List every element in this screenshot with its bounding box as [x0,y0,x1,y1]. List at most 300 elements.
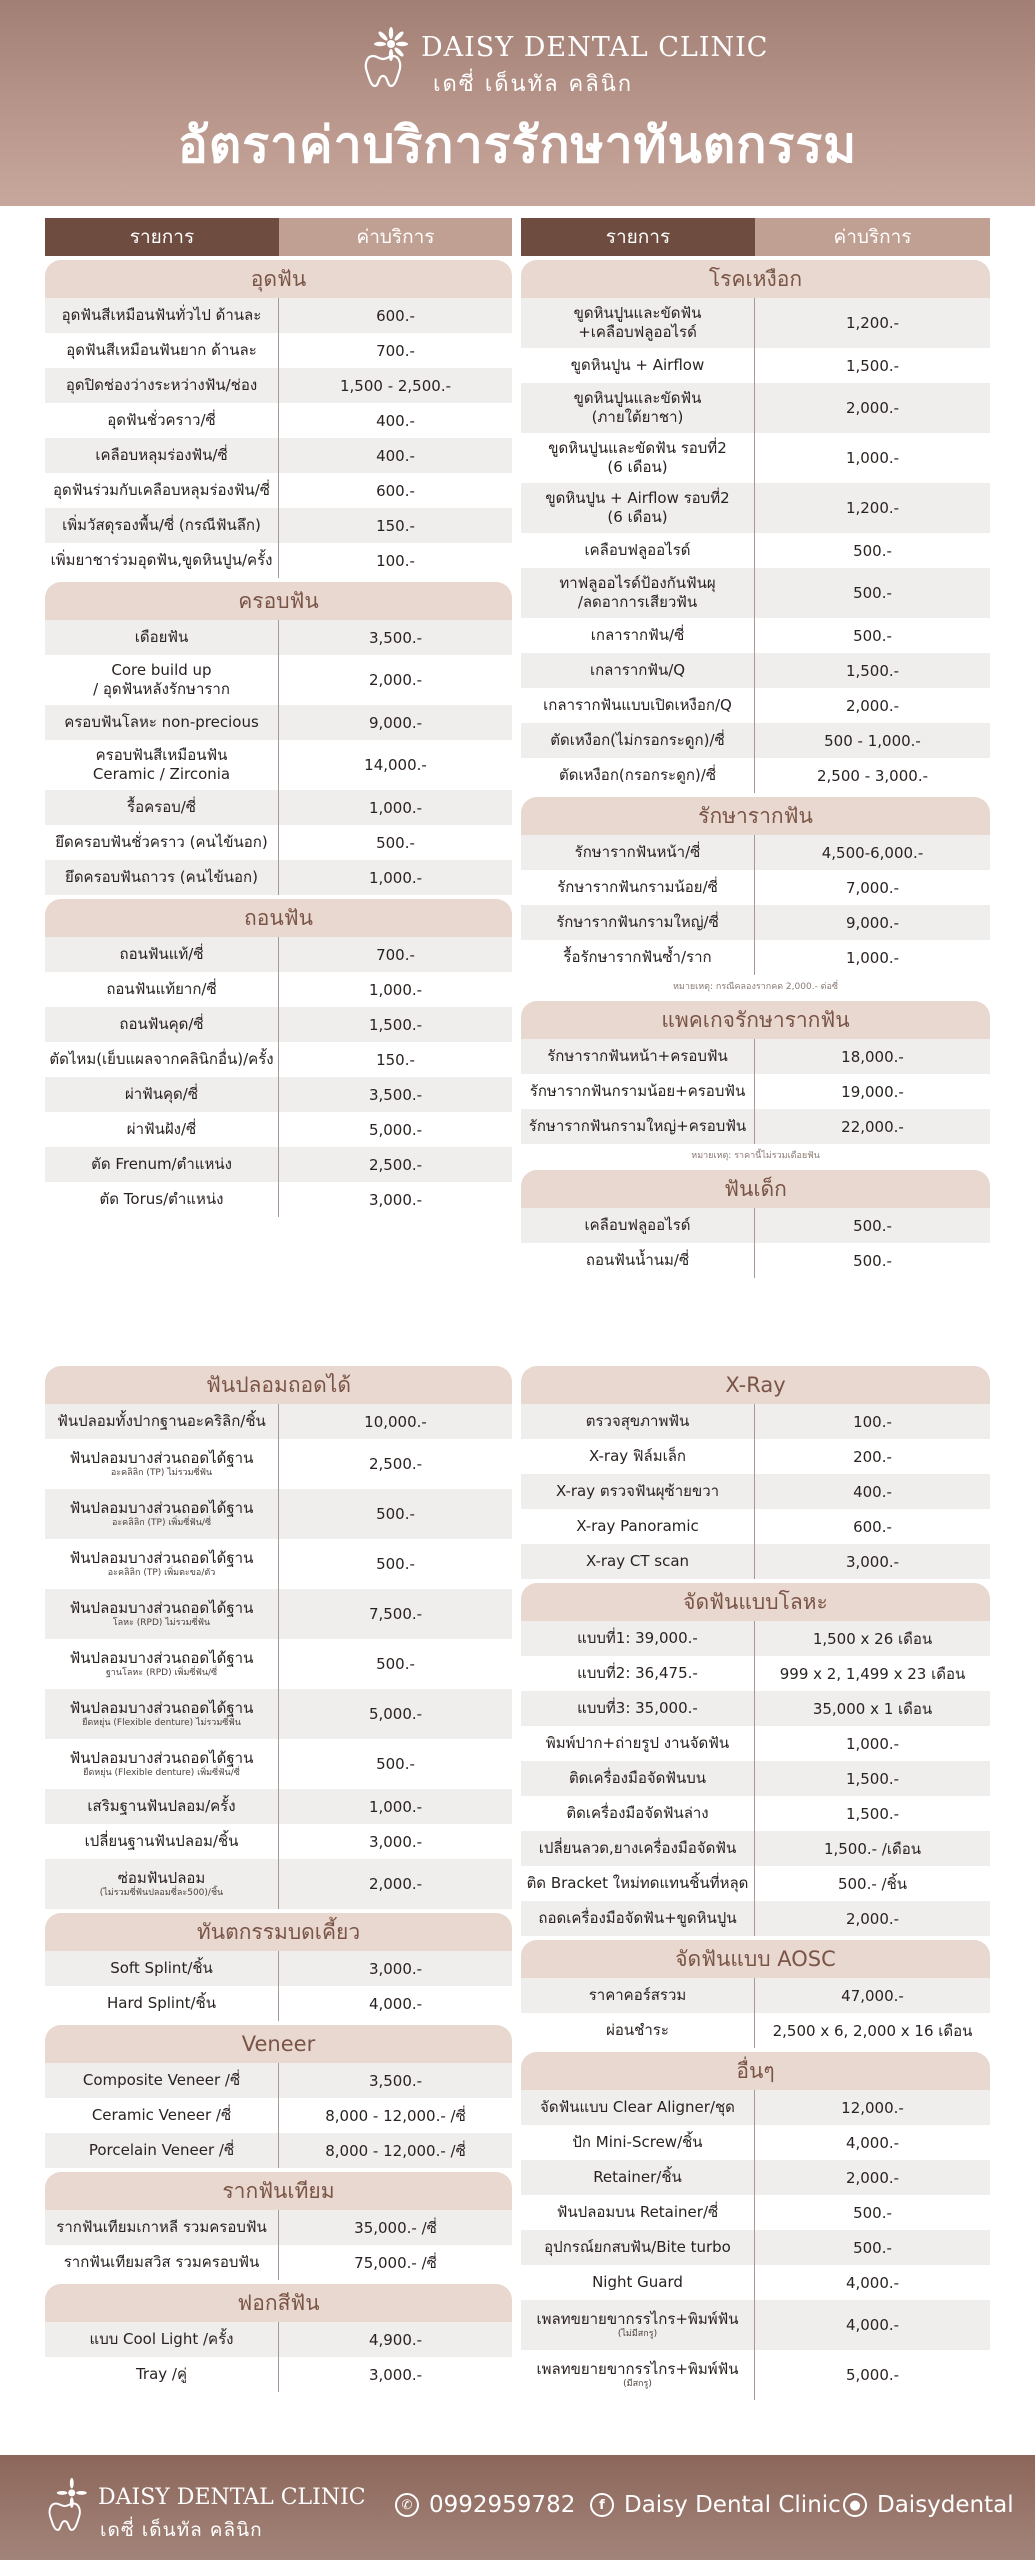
row-price: 1,500.- [845,1804,900,1823]
row-price: 500.- /ชิ้น [837,1874,908,1893]
row-item-cell [521,653,755,688]
row-item-line2: /ลดอาการเสียวฟัน [577,593,698,611]
price-section [45,2284,512,2392]
row-item-cell [45,543,279,578]
price-section [45,2025,512,2168]
row-price: 3,000.- [845,1552,900,1571]
price-section [521,1940,990,2048]
row-price: 600.- [376,481,415,500]
price-row [45,2133,512,2168]
row-item: ตัดเหงือก(กรอกระดูก)/ซี่ [558,766,717,785]
row-price: 1,000.- [845,449,900,467]
section-title: รากฟันเทียม [45,2172,512,2210]
row-item: Porcelain Veneer /ซี่ [88,2141,235,2160]
footer-brand-name-en: DAISY DENTAL CLINIC [98,2485,366,2510]
row-item-subtext: อะคลิลิก (TP) ไม่รวมซี่ฟัน [110,1467,213,1478]
row-item-cell [45,2245,279,2280]
row-item-cell [521,1039,755,1074]
price-row [45,655,512,705]
price-row [521,835,990,870]
price-row [521,1208,990,1243]
row-item: แบบที่1: 39,000.- [577,1629,698,1648]
row-price: 500.- [853,1216,892,1235]
row-item-cell [45,473,279,508]
row-item-cell [45,1539,279,1589]
price-row [45,1689,512,1739]
row-item: ติดเครื่องมือจัดฟันบน [568,1769,707,1788]
price-row [521,1474,990,1509]
row-item: Core build up [111,661,212,680]
price-row [521,348,990,383]
row-price: 3,000.- [368,1832,423,1851]
row-item-cell [521,835,755,870]
row-item: ฟันปลอมทั้งปากฐานอะคริลิก/ชิ้น [57,1412,266,1431]
contact-phone[interactable] [395,2492,575,2518]
row-price: 14,000.- [364,756,427,774]
price-row [45,1986,512,2021]
row-price: 500.- [376,1655,415,1673]
row-item-cell [521,1691,755,1726]
price-row [45,1739,512,1789]
row-item: เพลทขยายขากรรไกร+พิมพ์ฟัน [536,2360,739,2378]
row-price: 3,500.- [368,2071,423,2090]
brand-logo [355,26,769,97]
row-item-cell [521,618,755,653]
row-item-cell [521,2013,755,2048]
row-item-cell [45,1182,279,1217]
row-item-cell [521,2300,755,2350]
row-item: รักษารากฟันกรามใหญ่+ครอบฟัน [528,1117,747,1136]
row-item-cell [45,1112,279,1147]
row-price: 4,000.- [368,1994,423,2013]
section-title: รักษารากฟัน [521,797,990,835]
row-item: Composite Veneer /ซี่ [82,2071,241,2090]
row-item-cell [45,1859,279,1909]
price-row [45,543,512,578]
row-item-cell [521,1866,755,1901]
row-price: 1,500 x 26 เดือน [812,1629,933,1648]
row-item-cell [45,333,279,368]
row-price: 47,000.- [841,1986,904,2005]
row-item-cell [45,438,279,473]
row-item: เคลือบฟลูออไรด์ [584,1216,691,1235]
row-item: เปลี่ยนฐานฟันปลอม/ชิ้น [84,1832,239,1851]
row-price: 400.- [376,411,415,430]
row-price: 18,000.- [841,1047,904,1066]
row-price: 2,000.- [845,1909,900,1928]
row-item: ซ่อมฟันปลอม [117,1869,206,1887]
row-price: 700.- [376,945,415,964]
price-row [45,508,512,543]
price-row [521,2195,990,2230]
price-row [521,1978,990,2013]
price-row [521,2350,990,2400]
row-item: ถอนฟันคุด/ซี่ [119,1015,204,1034]
row-price: 2,000.- [368,1875,423,1893]
table-header-item: รายการ [521,218,755,256]
price-row [521,723,990,758]
row-item-cell [45,1639,279,1689]
row-item-subtext: โลหะ (RPD) ไม่รวมซี่ฟัน [112,1617,211,1628]
row-item-subtext: ฐานโลหะ (RPD) เพิ่มซี่ฟัน/ซี่ [105,1667,218,1678]
row-item: รักษารากฟันหน้า+ครอบฟัน [547,1047,728,1066]
row-price: 1,500.- [845,1769,900,1788]
price-row [521,1726,990,1761]
price-row [521,1039,990,1074]
row-item-cell [521,940,755,975]
row-item: ฟันปลอมบางส่วนถอดได้ฐาน [69,1599,254,1617]
price-row [521,1404,990,1439]
price-row [45,937,512,972]
contact-line[interactable] [843,2492,1014,2518]
row-item-cell [521,533,755,568]
row-item-cell [521,568,755,618]
price-row [521,1243,990,1278]
price-row [45,1404,512,1439]
row-price: 400.- [376,446,415,465]
contact-facebook[interactable] [590,2492,841,2518]
row-price: 1,500.- [845,356,900,375]
row-item: ราคาคอร์สรวม [588,1986,687,2005]
footer-bar [0,2455,1035,2560]
row-item: รักษารากฟันกรามน้อย/ซี่ [557,878,718,897]
row-item-cell [521,1208,755,1243]
table-header-price: ค่าบริการ [755,218,990,256]
row-item: X-ray Panoramic [576,1517,699,1536]
row-item: อุดฟันสีเหมือนฟันทั่วไป ด้านละ [61,306,262,325]
row-item: ครอบฟันสีเหมือนฟัน [95,746,228,765]
row-item: Night Guard [592,2273,683,2292]
row-price: 4,000.- [845,2133,900,2152]
price-row [521,298,990,348]
price-row [521,1691,990,1726]
row-item: ตัดไหม(เย็บแผลจากคลินิกอื่น)/ครั้ง [49,1050,274,1069]
row-item: เกลารากฟันแบบเปิดเหงือก/Q [543,696,732,715]
row-item-cell [521,1439,755,1474]
row-item-cell [521,1074,755,1109]
row-item: ฟันปลอมบางส่วนถอดได้ฐาน [69,1549,254,1567]
price-row [45,2245,512,2280]
row-item-line2: (ภายใต้ยาชา) [591,408,684,426]
row-item-cell [521,1726,755,1761]
row-item: เพิ่มวัสดุรองพื้น/ซี่ (กรณีฟันลึก) [62,516,261,535]
row-item: ขูดหินปูน + Airflow รอบที่2 [545,489,730,508]
row-item: ขูดหินปูนและขัดฟัน [573,304,702,323]
price-row [521,1866,990,1901]
row-price: 400.- [853,1482,892,1501]
row-item-cell [521,1109,755,1144]
row-item-cell [521,1761,755,1796]
row-item: Tray /คู่ [135,2365,188,2384]
row-item: เปลี่ยนลวด,ยางเครื่องมือจัดฟัน [538,1839,737,1858]
table-header [521,218,990,256]
row-item-cell [45,705,279,740]
row-price: 7,500.- [368,1605,423,1623]
row-item-cell [521,2160,755,2195]
section-title: ฟอกสีฟัน [45,2284,512,2322]
phone-number: 0992959782 [429,2492,576,2518]
row-item: Hard Splint/ชิ้น [107,1994,216,2013]
row-item: X-ray ฟิล์มเล็ก [588,1447,687,1466]
row-item-cell [521,723,755,758]
price-row [45,403,512,438]
price-row [45,1077,512,1112]
section-title: จัดฟันแบบโลหะ [521,1583,990,1621]
row-item-cell [521,905,755,940]
row-price: 100.- [853,1412,892,1431]
row-price: 500.- [376,1755,415,1773]
price-section [45,899,512,1217]
row-item-cell [45,740,279,790]
section-title: จัดฟันแบบ AOSC [521,1940,990,1978]
row-item-line2: Ceramic / Zirconia [92,765,231,783]
row-price: 3,000.- [368,2365,423,2384]
row-item: ถอนฟันแท้/ซี่ [119,945,204,964]
section-title: ถอนฟัน [45,899,512,937]
row-item: ผ่าฟันคุด/ซี่ [124,1085,199,1104]
price-section [45,1366,512,1909]
price-row [45,1489,512,1539]
section-note: หมายเหตุ: กรณีคลองรากคด 2,000.- ต่อซี่ [672,982,839,992]
row-price: 600.- [853,1517,892,1536]
price-section [521,1366,990,1579]
price-row [521,383,990,433]
price-row [521,618,990,653]
row-price: 1,000.- [368,1797,423,1816]
row-item-cell [45,2210,279,2245]
price-row [521,1439,990,1474]
section-title: X-Ray [521,1366,990,1404]
row-item-cell [521,298,755,348]
row-item-cell [521,1796,755,1831]
tooth-flower-logo-icon [355,26,423,94]
row-item: ทาฟลูออไรด์ป้องกันฟันผุ [559,574,716,593]
row-item: แบบ Cool Light /ครั้ง [89,2330,234,2349]
price-section [521,260,990,793]
row-price: 3,500.- [368,1085,423,1104]
row-price: 1,500.- [845,661,900,680]
row-price: 1,000.- [845,1734,900,1753]
row-item-cell [521,1243,755,1278]
row-item-cell [521,1544,755,1579]
row-item-line2: (6 เดือน) [607,508,668,526]
row-price: 200.- [853,1447,892,1466]
price-row [521,2090,990,2125]
row-price: 999 x 2, 1,499 x 23 เดือน [779,1664,966,1683]
price-section [45,2172,512,2280]
header-banner [0,0,1035,206]
row-item: เพลทขยายขากรรไกร+พิมพ์ฟัน [536,2310,739,2328]
price-row [45,1112,512,1147]
row-item-cell [45,937,279,972]
row-price: 1,000.- [368,868,423,887]
row-item-cell [45,368,279,403]
row-price: 4,000.- [845,2273,900,2292]
section-title: ฟันปลอมถอดได้ [45,1366,512,1404]
row-item-cell [45,508,279,543]
row-price: 4,000.- [845,2316,900,2334]
brand-name-en: DAISY DENTAL CLINIC [421,32,769,63]
row-item-cell [521,688,755,723]
price-row [45,740,512,790]
row-price: 2,500.- [368,1455,423,1473]
row-item-cell [521,1901,755,1936]
row-item: เสริมฐานฟันปลอม/ครั้ง [87,1797,236,1816]
facebook-icon: f [590,2493,614,2517]
row-item: ปัก Mini-Screw/ชิ้น [572,2133,703,2152]
row-price: 600.- [376,306,415,325]
price-row [45,860,512,895]
row-price: 500.- [853,626,892,645]
row-price: 1,000.- [368,980,423,999]
row-price: 3,500.- [368,628,423,647]
row-item: รักษารากฟันกรามใหญ่/ซี่ [556,913,719,932]
row-item: รักษารากฟันหน้า/ซี่ [574,843,701,862]
row-item: รากฟันเทียมสวิส รวมครอบฟัน [63,2253,260,2272]
row-price: 12,000.- [841,2098,904,2117]
price-row [45,1789,512,1824]
price-row [521,2013,990,2048]
section-title: ทันตกรรมบดเคี้ยว [45,1913,512,1951]
row-item: Retainer/ชิ้น [593,2168,682,2187]
row-price: 75,000.- /ซี่ [354,2253,437,2272]
line-icon: ● [843,2493,867,2517]
row-price: 2,500 - 3,000.- [816,766,928,785]
row-price: 1,200.- [845,314,900,332]
price-row [45,1007,512,1042]
row-item: แบบที่3: 35,000.- [577,1699,698,1718]
row-item: พิมพ์ปาก+ถ่ายรูป งานจัดฟัน [545,1734,730,1753]
price-row [45,333,512,368]
row-item-cell [521,483,755,533]
row-price: 4,500-6,000.- [821,843,924,862]
table-header [45,218,512,256]
price-row [521,1901,990,1936]
price-column-right-top [521,218,990,1278]
row-item: ขูดหินปูนและขัดฟัน รอบที่2 [548,439,727,458]
section-title: ฟันเด็ก [521,1170,990,1208]
row-price: 2,000.- [845,2168,900,2187]
price-section [521,2052,990,2400]
price-row [521,2230,990,2265]
row-price: 9,000.- [368,713,423,732]
row-item: ฟันปลอมบน Retainer/ซี่ [556,2203,719,2222]
row-item-cell [521,2090,755,2125]
price-row [521,758,990,793]
row-item: ผ่อนชำระ [606,2021,669,2040]
row-item-cell [45,1077,279,1112]
row-item-cell [45,2063,279,2098]
price-row [45,368,512,403]
price-row [521,1761,990,1796]
price-row [45,1859,512,1909]
price-row [521,1544,990,1579]
row-item-cell [45,655,279,705]
price-section [45,582,512,895]
row-item-cell [521,2125,755,2160]
price-row [521,688,990,723]
row-price: 2,000.- [845,399,900,417]
row-item-cell [45,1589,279,1639]
row-item-cell [45,972,279,1007]
row-item-subtext: (ไม่มีสกรู) [617,2328,658,2339]
row-item: ฟันปลอมบางส่วนถอดได้ฐาน [69,1499,254,1517]
row-price: 700.- [376,341,415,360]
price-row [521,1109,990,1144]
price-row [45,1042,512,1077]
row-item: อุดฟันชั่วคราว/ซี่ [107,411,216,430]
row-price: 150.- [376,516,415,535]
row-item: อุดฟันสีเหมือนฟันยาก ด้านละ [66,341,257,360]
row-price: 500 - 1,000.- [824,731,921,750]
price-section [521,1170,990,1278]
row-price: 19,000.- [841,1082,904,1101]
row-price: 2,000.- [368,671,423,689]
row-item: แบบที่2: 36,475.- [577,1664,698,1683]
row-item: ติดเครื่องมือจัดฟันล่าง [566,1804,709,1823]
row-price: 500.- [853,541,892,560]
price-row [521,2125,990,2160]
section-title: อื่นๆ [521,2052,990,2090]
row-item-cell [45,1824,279,1859]
row-price: 9,000.- [845,913,900,932]
row-price: 5,000.- [845,2366,900,2384]
row-item: รื้อรักษารากฟันซ้ำ/ราก [563,948,712,967]
row-item: ถอดเครื่องมือจัดฟัน+ขูดหินปูน [538,1909,737,1928]
row-item-cell [45,1007,279,1042]
row-item-cell [45,1439,279,1489]
row-item-cell [521,1978,755,2013]
price-row [45,1589,512,1639]
row-item-cell [45,1689,279,1739]
row-item-cell [521,1621,755,1656]
row-item: ผ่าฟันฝัง/ซี่ [126,1120,197,1139]
row-price: 8,000 - 12,000.- /ซี่ [325,2106,466,2125]
row-item-cell [521,1404,755,1439]
row-item: ติด Bracket ใหม่ทดแทนชิ้นที่หลุด [526,1874,749,1893]
price-row [45,972,512,1007]
row-item-cell [521,383,755,433]
row-item-cell [521,2265,755,2300]
row-item-line2: / อุดฟันหลังรักษาราก [93,680,230,698]
row-price: 1,500.- [368,1015,423,1034]
row-item-cell [521,348,755,383]
row-item: ฟันปลอมบางส่วนถอดได้ฐาน [69,1699,254,1717]
row-item-line2: +เคลือบฟลูออไรด์ [578,323,697,341]
row-item-cell [45,2357,279,2392]
line-id: Daisydental [877,2492,1014,2518]
tooth-flower-logo-icon [40,2477,100,2537]
price-row [521,2160,990,2195]
row-item-cell [45,825,279,860]
price-row [45,1951,512,1986]
footer-logo [40,2477,366,2541]
price-row [45,2357,512,2392]
row-item: เคลือบหลุมร่องฟัน/ซี่ [95,446,228,465]
price-row [521,940,990,975]
row-item-cell [521,2230,755,2265]
row-item-cell [521,758,755,793]
row-price: 5,000.- [368,1120,423,1139]
price-row [521,1074,990,1109]
row-item-cell [45,1986,279,2021]
row-item-subtext: ยืดหยุ่น (Flexible denture) เพิ่มซี่ฟัน/ซี่ [83,1767,240,1778]
section-note: หมายเหตุ: ราคานี้ไม่รวมเดือยฟัน [691,1151,820,1161]
price-row [521,533,990,568]
row-price: 1,500 - 2,500.- [339,376,451,395]
row-item-cell [45,1739,279,1789]
section-title: โรคเหงือก [521,260,990,298]
